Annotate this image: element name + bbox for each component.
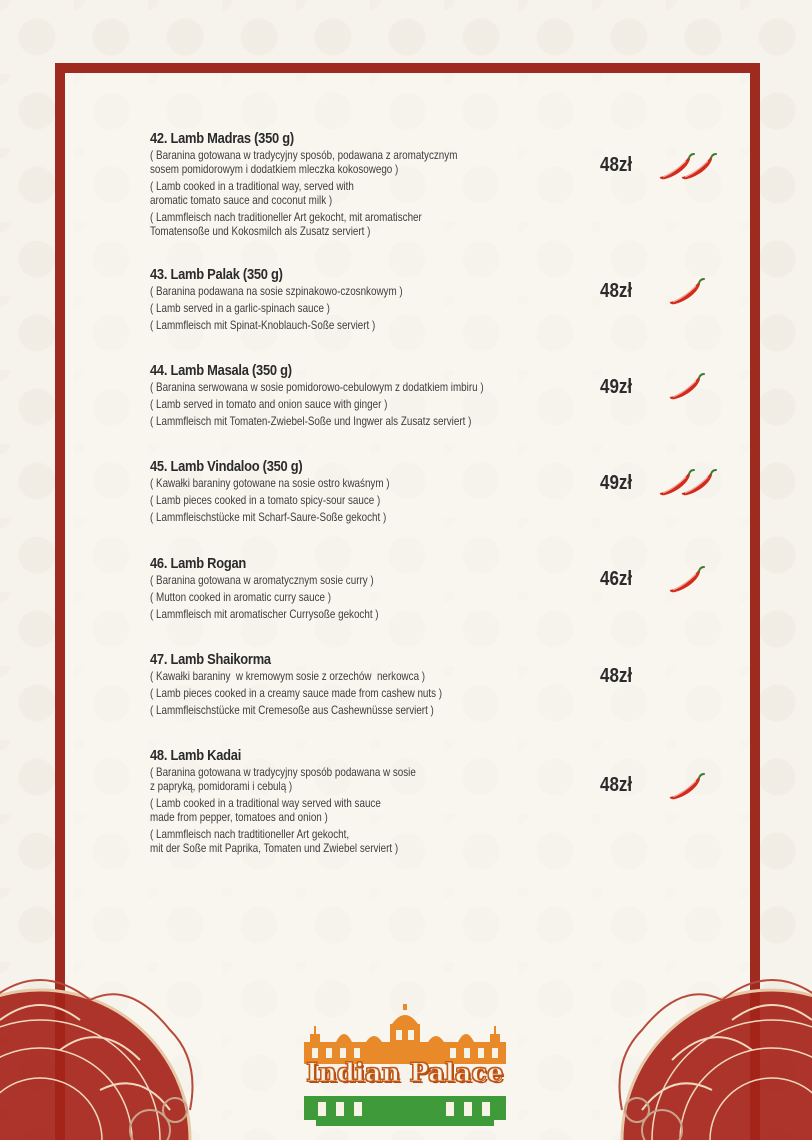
menu-item-desc-de: ( Lammfleisch mit Tomaten-Zwiebel-Soße und Ingwer als Zusatz serviert ) — [150, 414, 472, 428]
spice-level-indicator — [657, 565, 717, 593]
menu-item-desc-en: ( Lamb cooked in a traditional way, served with aromatic tomato sauce and coconut milk ) — [150, 179, 354, 207]
menu-item-price: 48zł — [600, 774, 633, 796]
mandala-corner-right-icon — [602, 940, 812, 1140]
menu-item-price: 48zł — [600, 154, 633, 176]
menu-item-desc-pl: ( Baranina gotowana w tradycyjny sposób, podawana z aromatycznym sosem pomidorowym i dodatkiem mleczka kokosowego ) — [150, 148, 458, 176]
chili-pepper-icon — [667, 565, 705, 593]
chili-pepper-icon — [667, 372, 705, 400]
indian-palace-logo — [296, 1004, 514, 1126]
menu-item-title: 43. Lamb Palak (350 g) — [150, 266, 283, 283]
menu-item-title: 46. Lamb Rogan — [150, 555, 247, 572]
spice-level-indicator — [657, 662, 717, 690]
menu-item-desc-en: ( Lamb pieces cooked in a tomato spicy-sour sauce ) — [150, 493, 381, 507]
menu-item-42 — [150, 130, 730, 238]
menu-item-desc-pl: ( Baranina serwowana w sosie pomidorowo-cebulowym z dodatkiem imbiru ) — [150, 380, 484, 394]
menu-item-desc-en: ( Lamb cooked in a traditional way served with sauce made from pepper, tomatoes and onion ) — [150, 796, 381, 824]
chili-pepper-icon — [667, 277, 705, 305]
menu-item-price: 48zł — [600, 280, 633, 302]
menu-item-price: 48zł — [600, 665, 633, 687]
menu-item-47 — [150, 651, 730, 717]
spice-level-indicator — [657, 372, 717, 400]
menu-item-desc-de: ( Lammfleisch mit Spinat-Knoblauch-Soße serviert ) — [150, 318, 376, 332]
menu-item-44 — [150, 362, 730, 428]
chili-pepper-icon — [679, 152, 717, 180]
spice-level-indicator — [657, 468, 717, 496]
menu-item-45 — [150, 458, 730, 524]
menu-item-price: 49zł — [600, 472, 633, 494]
menu-item-desc-pl: ( Baranina gotowana w aromatycznym sosie curry ) — [150, 573, 374, 587]
logo-text: Indian Palace — [306, 1058, 504, 1087]
spice-level-indicator — [657, 277, 717, 305]
menu-item-title: 44. Lamb Masala (350 g) — [150, 362, 292, 379]
menu-item-48 — [150, 747, 730, 855]
menu-item-desc-de: ( Lammfleisch nach tradtitioneller Art gekocht, mit der Soße mit Paprika, Tomaten und Zwiebel serviert ) — [150, 827, 399, 855]
menu-item-desc-pl: ( Kawałki baraniny w kremowym sosie z orzechów nerkowca ) — [150, 669, 426, 683]
menu-item-desc-en: ( Mutton cooked in aromatic curry sauce ) — [150, 590, 332, 604]
menu-item-desc-pl: ( Kawałki baraniny gotowane na sosie ostro kwaśnym ) — [150, 476, 390, 490]
menu-item-46 — [150, 555, 730, 621]
menu-item-desc-de: ( Lammfleischstücke mit Scharf-Saure-Soße gekocht ) — [150, 510, 387, 524]
menu-item-title: 48. Lamb Kadai — [150, 747, 242, 764]
menu-item-desc-de: ( Lammfleisch mit aromatischer Currysoße gekocht ) — [150, 607, 379, 621]
menu-item-desc-pl: ( Baranina gotowana w tradycyjny sposób podawana w sosie z papryką, pomidorami i cebulą ) — [150, 765, 416, 793]
menu-item-price: 49zł — [600, 376, 633, 398]
menu-item-desc-en: ( Lamb pieces cooked in a creamy sauce made from cashew nuts ) — [150, 686, 443, 700]
menu-item-price: 46zł — [600, 568, 633, 590]
menu-item-desc-de: ( Lammfleisch nach traditioneller Art gekocht, mit aromatischer Tomatensoße und Kokosmilch als Zusatz serviert ) — [150, 210, 422, 238]
chili-pepper-icon — [679, 468, 717, 496]
spice-level-indicator — [657, 152, 717, 180]
menu-item-title: 42. Lamb Madras (350 g) — [150, 130, 294, 147]
spice-level-indicator — [657, 772, 717, 800]
menu-item-43 — [150, 266, 730, 332]
menu-item-desc-en: ( Lamb served in a garlic-spinach sauce ) — [150, 301, 330, 315]
menu-item-desc-pl: ( Baranina podawana na sosie szpinakowo-czosnkowym ) — [150, 284, 403, 298]
menu-item-desc-de: ( Lammfleischstücke mit Cremesoße aus Cashewnüsse serviert ) — [150, 703, 434, 717]
chili-pepper-icon — [667, 772, 705, 800]
menu-item-title: 45. Lamb Vindaloo (350 g) — [150, 458, 303, 475]
menu-item-title: 47. Lamb Shaikorma — [150, 651, 271, 668]
menu-item-desc-en: ( Lamb served in tomato and onion sauce with ginger ) — [150, 397, 388, 411]
mandala-corner-left-icon — [0, 940, 210, 1140]
